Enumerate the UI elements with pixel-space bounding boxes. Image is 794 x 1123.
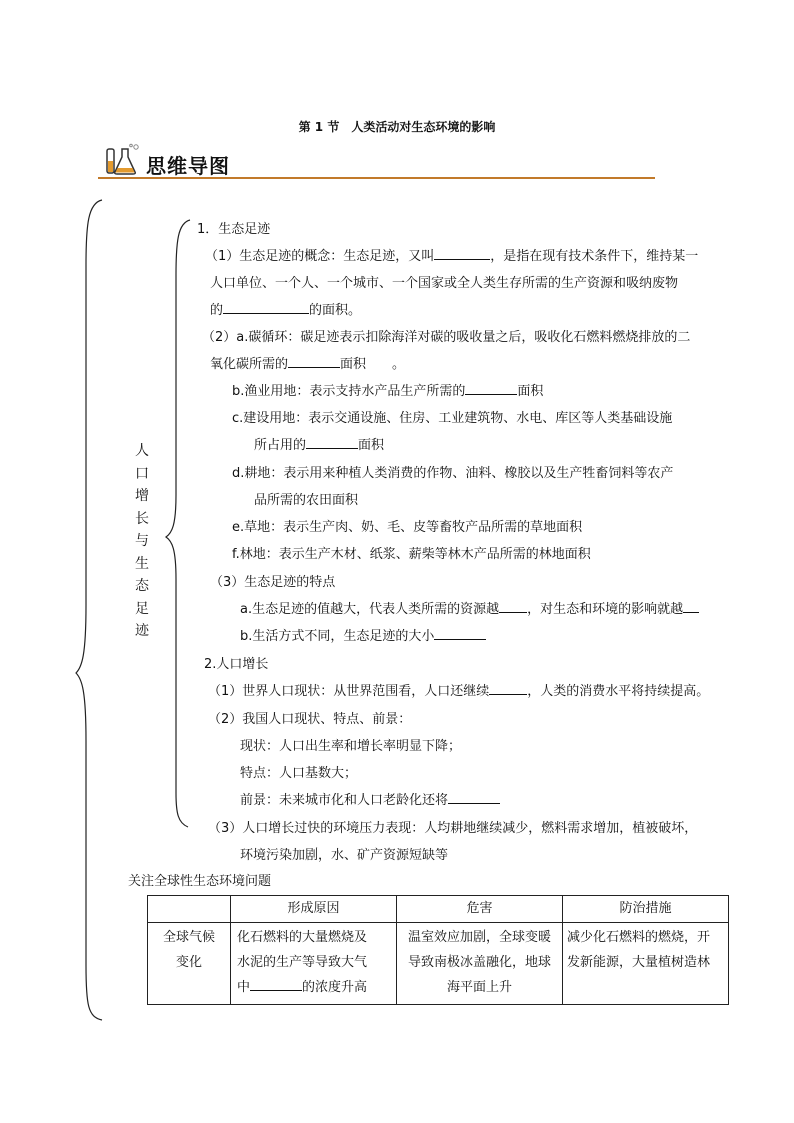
vlabel-char: 长 (135, 510, 149, 527)
text-line: 环境污染加剧，水、矿产资源短缺等 (240, 848, 449, 863)
cell-line: 减少化石燃料的燃烧，开 (567, 930, 711, 945)
text-line: 现状：人口出生率和增长率明显下降； (240, 739, 462, 754)
text-line (210, 353, 405, 372)
text-line: f.林地：表示生产木材、纸浆、薪柴等林木产品所需的林地面积 (232, 547, 591, 562)
cell-line: 导致南极冰盖融化，地球 (407, 955, 551, 970)
table-cell-harm (397, 923, 563, 1005)
text-segment: ，对生态和环境的影响就越 (527, 602, 684, 617)
outer-brace (76, 200, 102, 1020)
text-segment: 中 (237, 980, 251, 995)
text-line: c.建设用地：表示交通设施、住房、工业建筑物、水电、库区等人类基础设施 (232, 411, 673, 426)
table-cell-topic (148, 923, 231, 1005)
text-segment: （1）世界人口现状：从世界范围看，人口还继续 (208, 684, 490, 699)
fill-blank (434, 627, 486, 640)
text-line (254, 434, 384, 453)
text-segment: 面积 。 (340, 357, 406, 372)
heading-ecological-footprint: 1．生态足迹 (197, 222, 271, 237)
fill-blank (683, 600, 699, 613)
cell-line: 海平面上升 (446, 980, 512, 995)
text-segment: b.生活方式不同，生态足迹的大小 (240, 629, 435, 644)
cell-line: 化石燃料的大量燃烧及 (237, 930, 368, 945)
fill-blank (306, 436, 358, 449)
text-line: d.耕地：表示用来种植人类消费的作物、油料、橡胶以及生产牲畜饲料等农产 (232, 466, 674, 481)
vlabel-char: 生 (135, 555, 149, 572)
table-header-row (148, 896, 729, 923)
vlabel-char: 增 (135, 488, 149, 504)
global-issues-table (147, 895, 729, 1005)
text-segment: （1）生态足迹的概念：生态足迹，又叫 (205, 249, 435, 264)
text-line (210, 299, 361, 318)
text-segment: 的浓度升高 (302, 980, 368, 995)
text-line (240, 598, 699, 617)
flask-icon (104, 143, 142, 177)
page-title (0, 118, 794, 135)
cell-line: 水泥的生产等导致大气 (237, 955, 368, 970)
text-line: （3）生态足迹的特点 (210, 575, 336, 590)
text-segment: 的 (210, 303, 224, 318)
text-segment: ，是指在现有技术条件下，维持某一 (490, 249, 699, 264)
cell-line: 温室效应加剧，全球变暖 (407, 930, 551, 945)
text-segment: b.渔业用地：表示支持水产品生产所需的 (232, 384, 466, 399)
text-line (208, 680, 709, 699)
table-header-cell (148, 896, 231, 923)
fill-blank (448, 791, 500, 804)
inner-brace (166, 220, 190, 827)
text-segment: 所占用的 (254, 438, 307, 453)
text-segment: a.生态足迹的值越大，代表人类所需的资源越 (240, 602, 500, 617)
cell-line (237, 975, 392, 1000)
text-segment: 氧化碳所需的 (210, 357, 289, 372)
table-row (148, 923, 729, 1005)
vlabel-char: 人 (135, 443, 149, 459)
vlabel-char: 与 (135, 533, 149, 549)
text-segment: 面积 (517, 384, 544, 399)
fill-blank (250, 978, 302, 991)
text-line (240, 625, 486, 644)
table-caption: 关注全球性生态环境问题 (128, 874, 272, 889)
text-line: （2）a.碳循环：碳足迹表示扣除海洋对碳的吸收量之后，吸收化石燃料燃烧排放的二 (202, 330, 691, 345)
text-line (205, 245, 698, 264)
text-line: （2）我国人口现状、特点、前景： (208, 712, 412, 727)
text-segment: 的面积。 (309, 303, 362, 318)
title-text: 人类活动对生态环境的影响 (351, 120, 496, 134)
section-heading: 思维导图 (146, 154, 230, 178)
text-line: 人口单位、一个人、一个城市、一个国家或全人类生存所需的生产资源和吸纳废物 (210, 276, 679, 291)
cell-line: 变化 (175, 955, 202, 970)
fill-blank (465, 382, 517, 395)
text-line: 品所需的农田面积 (254, 493, 359, 508)
section-divider (98, 177, 655, 179)
text-line (240, 789, 500, 808)
fill-blank (434, 247, 490, 260)
text-segment: 面积 (358, 438, 385, 453)
vertical-label (132, 440, 152, 643)
fill-blank (288, 355, 340, 368)
vlabel-char: 足 (135, 600, 149, 617)
text-line: e.草地：表示生产肉、奶、毛、皮等畜牧产品所需的草地面积 (232, 520, 583, 535)
text-line (232, 380, 543, 399)
vlabel-char: 口 (135, 465, 149, 482)
table-header-cell: 防治措施 (563, 896, 729, 923)
table-header-cell: 危害 (397, 896, 563, 923)
table-cell-measures (563, 923, 729, 1005)
fill-blank (499, 600, 527, 613)
fill-blank (489, 682, 527, 695)
text-line: （3）人口增长过快的环境压力表现：人均耕地继续减少，燃料需求增加，植被破坏， (208, 821, 698, 836)
text-segment: 前景：未来城市化和人口老龄化还将 (240, 793, 449, 808)
vlabel-char: 态 (135, 578, 149, 594)
table-cell-cause (231, 923, 397, 1005)
cell-line: 全球气候 (162, 930, 215, 945)
cell-line: 发新能源，大量植树造林 (567, 955, 711, 970)
vlabel-char: 迹 (135, 623, 149, 639)
fill-blank (223, 301, 309, 314)
table-header-cell: 形成原因 (231, 896, 397, 923)
title-section-number: 第 1 节 (298, 120, 340, 134)
text-segment: ，人类的消费水平将持续提高。 (527, 684, 710, 699)
text-line: 特点：人口基数大； (240, 766, 358, 781)
heading-population-growth: 2.人口增长 (204, 657, 269, 672)
